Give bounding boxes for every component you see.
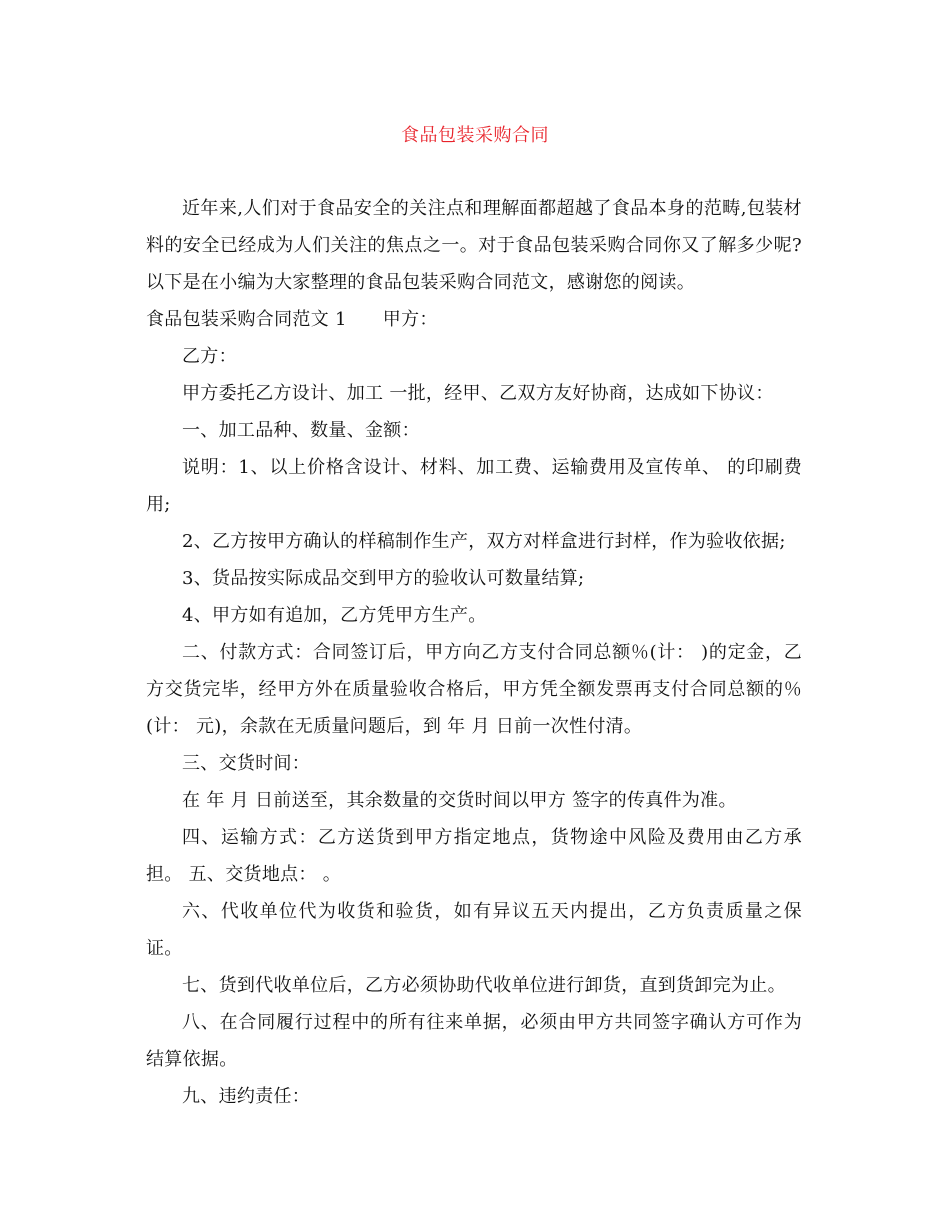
party-a-label: 甲方： (382, 309, 438, 330)
intro-paragraph: 近年来,人们对于食品安全的关注点和理解面都超越了食品本身的范畴,包装材料的安全已经成为人们关注的焦点之一。对于食品包装采购合同你又了解多少呢?以下是在小编为大家整理的食品包装采购合同范文，感谢您的阅读。 (146, 198, 802, 293)
clause-paragraph: 七、货到代收单位后，乙方必须协助代收单位进行卸货，直到货卸完为止。 (182, 975, 786, 996)
clause-paragraph: 四、运输方式：乙方送货到甲方指定地点，货物途中风险及费用由乙方承担。 五、交货地点： 。 (146, 827, 802, 885)
section-heading-line (146, 301, 802, 338)
party-b-label: 乙方： (182, 346, 237, 367)
clause-paragraph: 说明：1、以上价格含设计、材料、加工费、运输费用及宣传单、 的印刷费用; (146, 457, 802, 515)
clause-paragraph: 九、违约责任： (182, 1086, 311, 1107)
section-heading: 食品包装采购合同范文 1 (146, 309, 347, 330)
clause-paragraph: 在 年 月 日前送至，其余数量的交货时间以甲方 签字的传真件为准。 (182, 790, 737, 811)
clause-paragraph: 六、代收单位代为收货和验货，如有异议五天内提出，乙方负责质量之保证。 (146, 901, 802, 959)
clause-paragraph: 一、加工品种、数量、金额： (182, 420, 420, 441)
document-title: 食品包装采购合同 (401, 125, 549, 146)
clause-paragraph: 3、货品按实际成品交到甲方的验收认可数量结算; (182, 568, 585, 589)
clause-paragraph: 三、交货时间： (182, 753, 311, 774)
clause-paragraph: 八、在合同履行过程中的所有往来单据，必须由甲方共同签字确认方可作为结算依据。 (146, 1012, 802, 1070)
clause-paragraph: 2、乙方按甲方确认的样稿制作生产，双方对样盒进行封样，作为验收依据; (182, 531, 786, 552)
clause-paragraph: 4、甲方如有追加，乙方凭甲方生产。 (182, 605, 487, 626)
clause-paragraph: 二、付款方式：合同签订后，甲方向乙方支付合同总额％(计： )的定金，乙方交货完毕，经甲方外在质量验收合格后，甲方凭全额发票再支付合同总额的％(计： 元)，余款在无质量问题后，到 年 月 日前一次性付清。 (146, 642, 802, 737)
clause-paragraph: 甲方委托乙方设计、加工 一批，经甲、乙双方友好协商，达成如下协议： (182, 383, 774, 404)
document-body (146, 190, 802, 1115)
